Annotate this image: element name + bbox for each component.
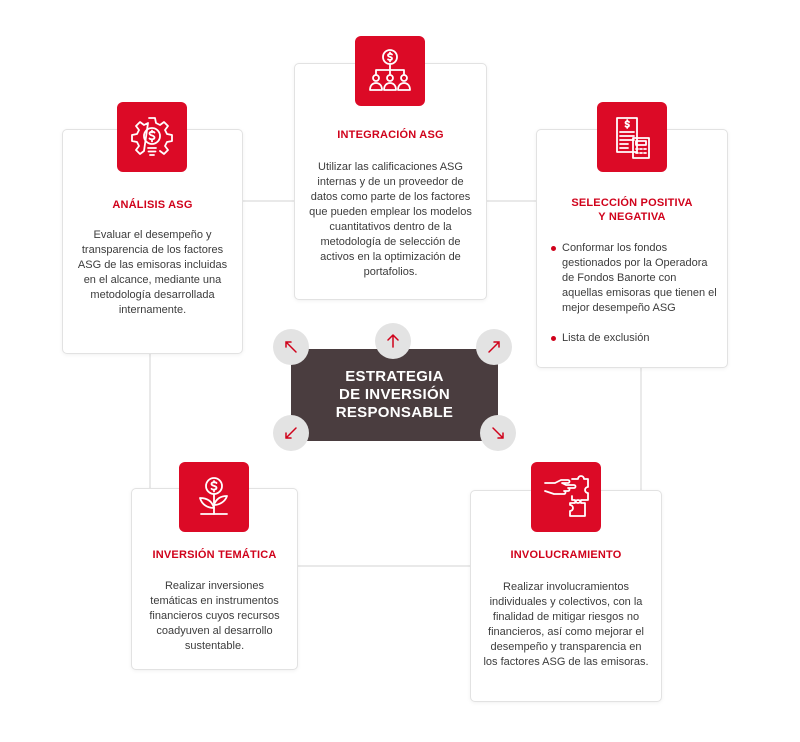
document-calculator-icon <box>597 102 667 172</box>
gear-dollar-lightbulb-icon <box>117 102 187 172</box>
analisis-asg-text: Evaluar el desempeño y transparencia de los factores ASG de las emisoras incluidas en el alcance, mediante una metodología desarrollada internamente. <box>77 229 228 316</box>
involucramiento-title: INVOLUCRAMIENTO <box>510 549 622 561</box>
dollar-plant-icon <box>179 462 249 532</box>
inversion-tematica-title: INVERSIÓN TEMÁTICA <box>152 549 277 561</box>
arrow-down-left-icon <box>273 415 309 451</box>
dollar-network-people-icon <box>355 36 425 106</box>
arrow-up-right-icon <box>476 329 512 365</box>
seleccion-bullet-list <box>551 241 717 361</box>
arrow-down-right-icon <box>480 415 516 451</box>
arrow-up-icon <box>375 323 411 359</box>
seleccion-bullet-item: Conformar los fondos gestionados por la Operadora de Fondos Banorte con aquellas emisoras que tienen el mejor desempeño ASG <box>551 241 717 316</box>
hand-puzzle-icon <box>531 462 601 532</box>
integracion-asg-text: Utilizar las calificaciones ASG internas y de un proveedor de datos como parte de los factores que pueden emplear los modelos cuantitativos dentro de la metodología de selección de activos en la optimización de portafolios. <box>309 161 472 278</box>
arrow-up-left-icon <box>273 329 309 365</box>
center-strategy-title: ESTRATEGIA DE INVERSIÓN RESPONSABLE <box>335 368 454 421</box>
center-strategy-box <box>291 349 498 441</box>
seleccion-bullet-item: Lista de exclusión <box>551 331 717 346</box>
seleccion-title: SELECCIÓN POSITIVA Y NEGATIVA <box>571 197 693 223</box>
analisis-asg-title: ANÁLISIS ASG <box>112 199 193 211</box>
involucramiento-text: Realizar involucramientos individuales y colectivos, con la finalidad de mitigar riesgos no financieros, así como mejorar el desempeño y transparencia en los factores ASG de las emisoras. <box>483 581 649 668</box>
inversion-tematica-text: Realizar inversiones temáticas en instrumentos financieros cuyos recursos coadyuven al desarrollo sustentable. <box>149 580 280 652</box>
integracion-asg-title: INTEGRACIÓN ASG <box>337 129 444 141</box>
